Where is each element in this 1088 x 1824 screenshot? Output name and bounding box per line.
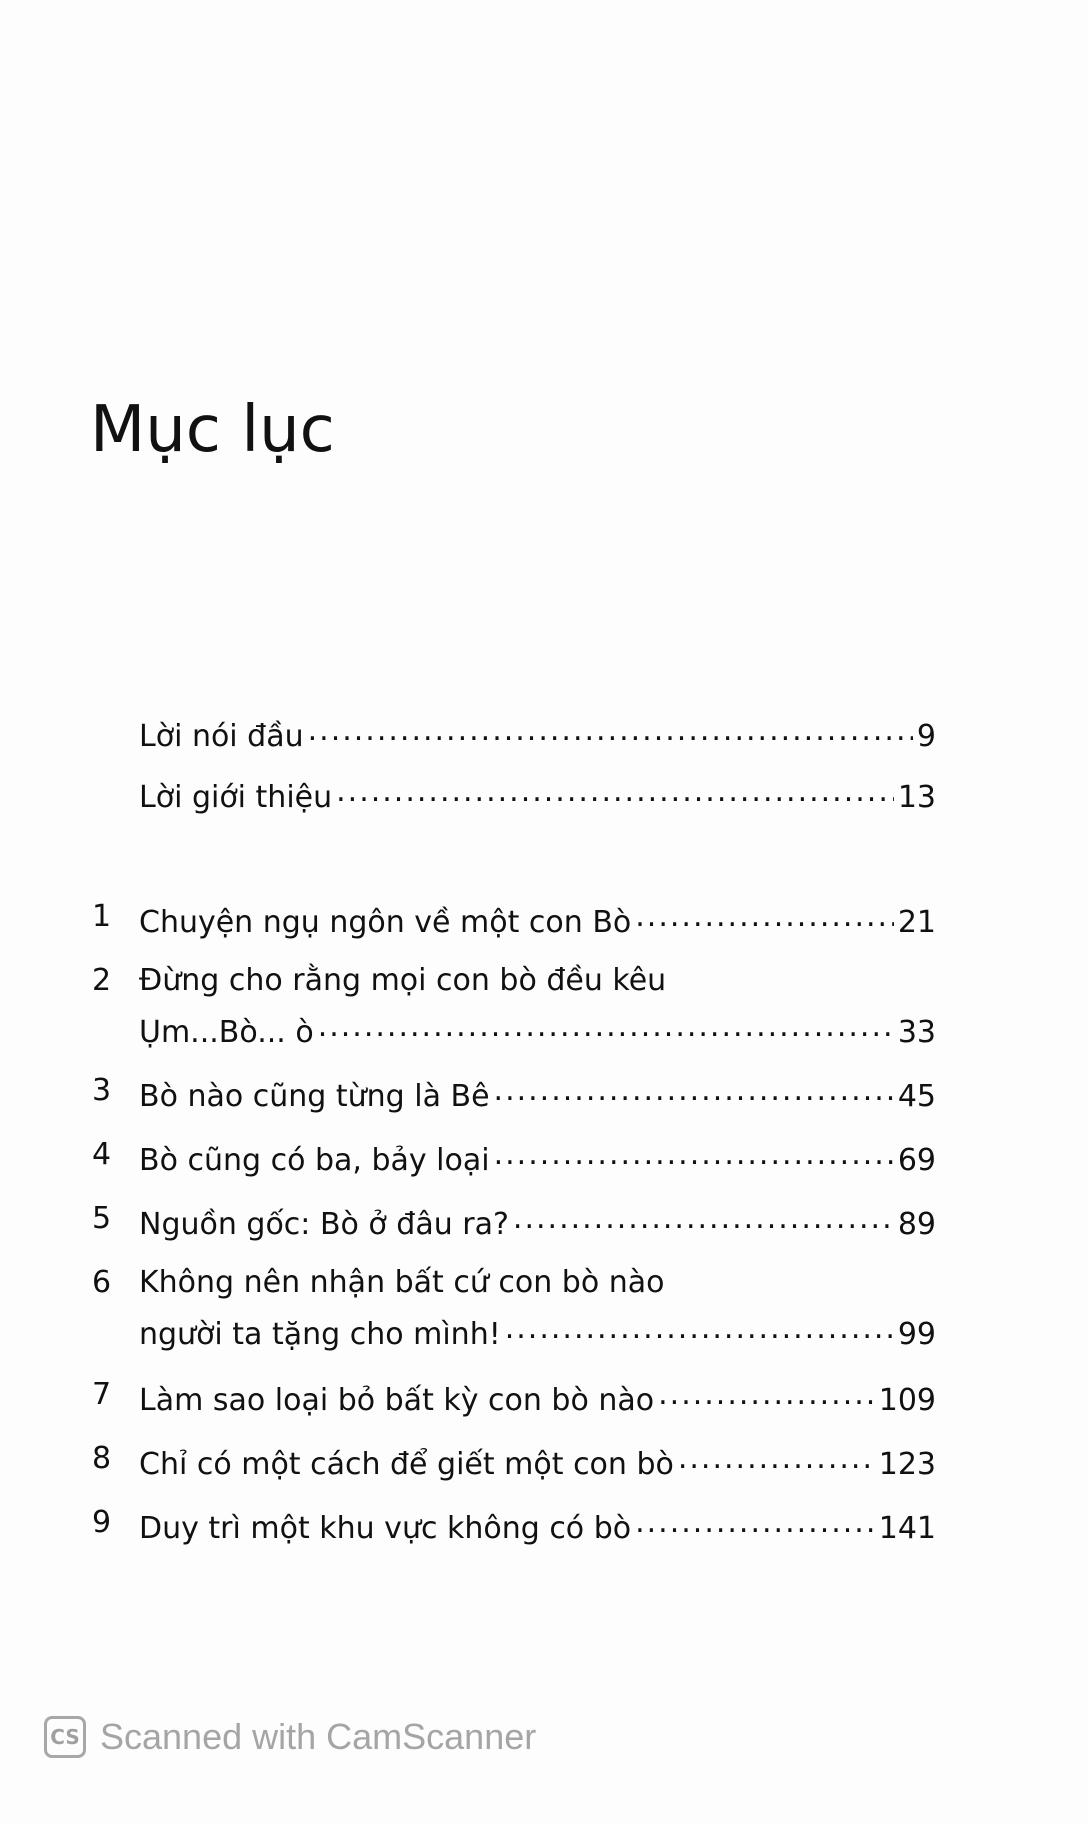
chapter-number: 7 <box>92 1377 112 1412</box>
chapter-number: 9 <box>92 1505 112 1540</box>
toc-page-number: 9 <box>916 719 936 754</box>
toc-line <box>139 1508 936 1544</box>
leader-dots <box>505 1314 894 1344</box>
toc-line <box>139 1140 936 1176</box>
toc-line <box>139 1012 936 1048</box>
toc-line <box>139 777 936 813</box>
toc-entry-title: Chỉ có một cách để giết một con bò <box>139 1447 674 1482</box>
toc-line <box>139 1076 936 1112</box>
watermark-text: Scanned with CamScanner <box>100 1716 537 1757</box>
toc-entry-title: Bò nào cũng từng là Bê <box>139 1079 490 1114</box>
toc-entry-title: Ụm...Bò... ò <box>139 1015 314 1050</box>
toc-page-number: 89 <box>897 1207 936 1242</box>
leader-dots <box>658 1380 875 1410</box>
chapter-number: 3 <box>92 1073 112 1108</box>
chapter-number: 8 <box>92 1441 112 1476</box>
toc-page-number: 123 <box>878 1447 936 1482</box>
chapter-number: 4 <box>92 1137 112 1172</box>
chapter-number: 2 <box>92 963 112 998</box>
toc-page-number: 99 <box>897 1317 936 1352</box>
toc-entry-title: Bò cũng có ba, bảy loại <box>139 1143 490 1178</box>
toc-page-number: 33 <box>897 1015 936 1050</box>
toc-page-number: 45 <box>897 1079 936 1114</box>
toc-line <box>139 1444 936 1480</box>
toc-entry-title: Duy trì một khu vực không có bò <box>139 1511 632 1546</box>
camscanner-logo-icon: CS <box>44 1716 86 1758</box>
toc-line <box>139 1314 936 1350</box>
toc-page-number: 141 <box>878 1511 936 1546</box>
chapter-number: 6 <box>92 1265 112 1300</box>
toc-page-number: 21 <box>897 905 936 940</box>
leader-dots <box>635 1508 875 1538</box>
leader-dots <box>494 1076 894 1106</box>
toc-entry-title: Lời giới thiệu <box>139 780 333 815</box>
leader-dots <box>635 902 894 932</box>
toc-page-number: 13 <box>897 780 936 815</box>
leader-dots <box>336 777 894 807</box>
leader-dots <box>513 1204 894 1234</box>
leader-dots <box>318 1012 894 1042</box>
toc-line <box>139 1380 936 1416</box>
toc-line <box>139 1204 936 1240</box>
leader-dots <box>494 1140 894 1170</box>
chapter-number: 5 <box>92 1201 112 1236</box>
leader-dots <box>678 1444 875 1474</box>
toc-entry-title: Lời nói đầu <box>139 719 304 754</box>
chapter-number: 1 <box>92 899 112 934</box>
leader-dots <box>308 716 913 746</box>
toc-page-number: 69 <box>897 1143 936 1178</box>
toc-page-number: 109 <box>878 1383 936 1418</box>
toc-line <box>139 902 936 938</box>
toc-entry-title: Nguồn gốc: Bò ở đâu ra? <box>139 1207 509 1242</box>
toc-entry-title-line1: Không nên nhận bất cứ con bò nào <box>139 1265 665 1300</box>
toc-entry-title: người ta tặng cho mình! <box>139 1317 501 1352</box>
camscanner-watermark <box>44 1716 536 1758</box>
toc-line <box>139 716 936 752</box>
toc-entry-title-line1: Đừng cho rằng mọi con bò đều kêu <box>139 963 667 998</box>
toc-entry-title: Chuyện ngụ ngôn về một con Bò <box>139 905 632 940</box>
page-title: Mục lục <box>90 393 335 467</box>
toc-entry-title: Làm sao loại bỏ bất kỳ con bò nào <box>139 1383 655 1418</box>
